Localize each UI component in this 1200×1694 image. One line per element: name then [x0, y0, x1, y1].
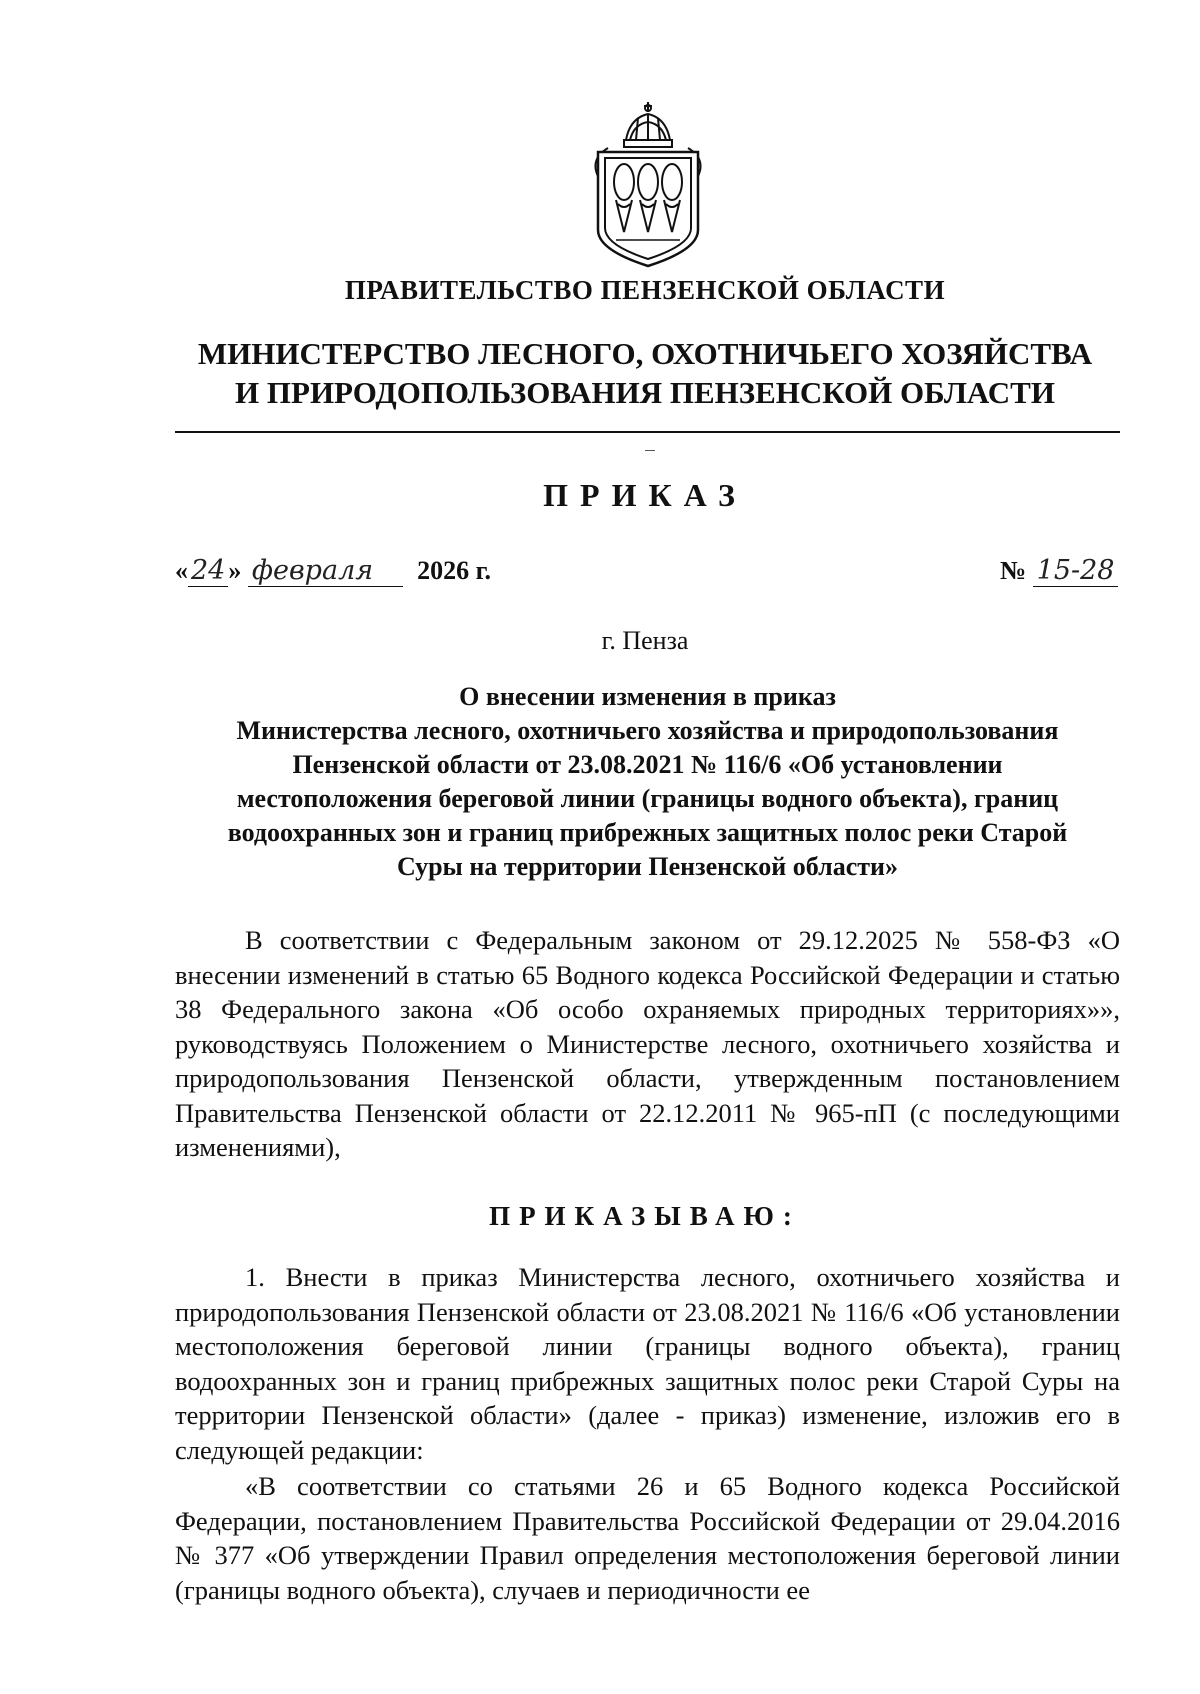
subject-line2: Министерства лесного, охотничьего хозяйства и природопользования	[236, 716, 1059, 745]
order-date	[175, 555, 491, 587]
date-open-quote: «	[175, 556, 188, 585]
coat-of-arms-emblem	[578, 100, 718, 272]
city: г. Пенза	[601, 626, 689, 655]
divider-mark	[645, 450, 655, 451]
subject-line4: местоположения береговой линии (границы водного объекта), границ	[236, 784, 1059, 813]
subject-line1: О внесении изменения в приказ	[459, 682, 836, 711]
header-divider	[175, 431, 1120, 433]
item-1-paragraph: 1. Внести в приказ Министерства лесного, охотничьего хозяйства и природопользования Пензенской области от 23.08.2021 № 116/6 «Об установлении местоположения береговой линии (границы водного объекта), границ водоохранных зон и границ прибрежных защитных полос реки Старой Суры на территории Пензенской области» (далее - приказ) изменение, изложив его в следующей редакции:	[175, 1262, 1120, 1465]
order-subject	[175, 680, 1120, 884]
preamble-paragraph: В соответствии с Федеральным законом от 29.12.2025 № 558-ФЗ «О внесении изменений в статью 65 Водного кодекса Российской Федерации и статью 38 Федерального закона «Об особо охраняемых природных территориях»», руководствуясь Положением о Министерстве лесного, охотничьего хозяйства и природопользования Пензенской области, утвержденным постановлением Правительства Пензенской области от 22.12.2011 № 965-пП (с последующими изменениями),	[175, 925, 1120, 1162]
order-number	[1000, 555, 1118, 587]
item-1-quote-paragraph: «В соответствии со статьями 26 и 65 Водного кодекса Российской Федерации, постановлением Правительства Российской Федерации от 29.04.2016 № 377 «Об утверждении Правил определения местоположения береговой линии (границы водного объекта), случаев и периодичности ее	[175, 1471, 1120, 1605]
subject-line5: водоохранных зон и границ прибрежных защитных полос реки Старой	[227, 818, 1068, 847]
date-year: 2026 г.	[417, 556, 492, 585]
date-day: 24	[191, 555, 226, 586]
order-title: ПРИКАЗ	[543, 477, 747, 513]
government-title: ПРАВИТЕЛЬСТВО ПЕНЗЕНСКОЙ ОБЛАСТИ	[344, 275, 946, 305]
number-value: 15-28	[1036, 555, 1115, 586]
subject-line3: Пензенской области от 23.08.2021 № 116/6 «Об установлении	[292, 750, 1003, 779]
date-close-quote: »	[228, 556, 242, 585]
subject-line6: Суры на территории Пензенской области»	[396, 852, 899, 881]
number-label: №	[1000, 556, 1027, 585]
decree-heading: ПРИКАЗЫВАЮ:	[489, 1201, 801, 1231]
ministry-title	[170, 334, 1120, 412]
date-month: февраля	[251, 555, 374, 586]
ministry-title-line2: И ПРИРОДОПОЛЬЗОВАНИЯ ПЕНЗЕНСКОЙ ОБЛАСТИ	[235, 375, 1055, 410]
ministry-title-line1: МИНИСТЕРСТВО ЛЕСНОГО, ОХОТНИЧЬЕГО ХОЗЯЙСТВА	[197, 336, 1093, 371]
